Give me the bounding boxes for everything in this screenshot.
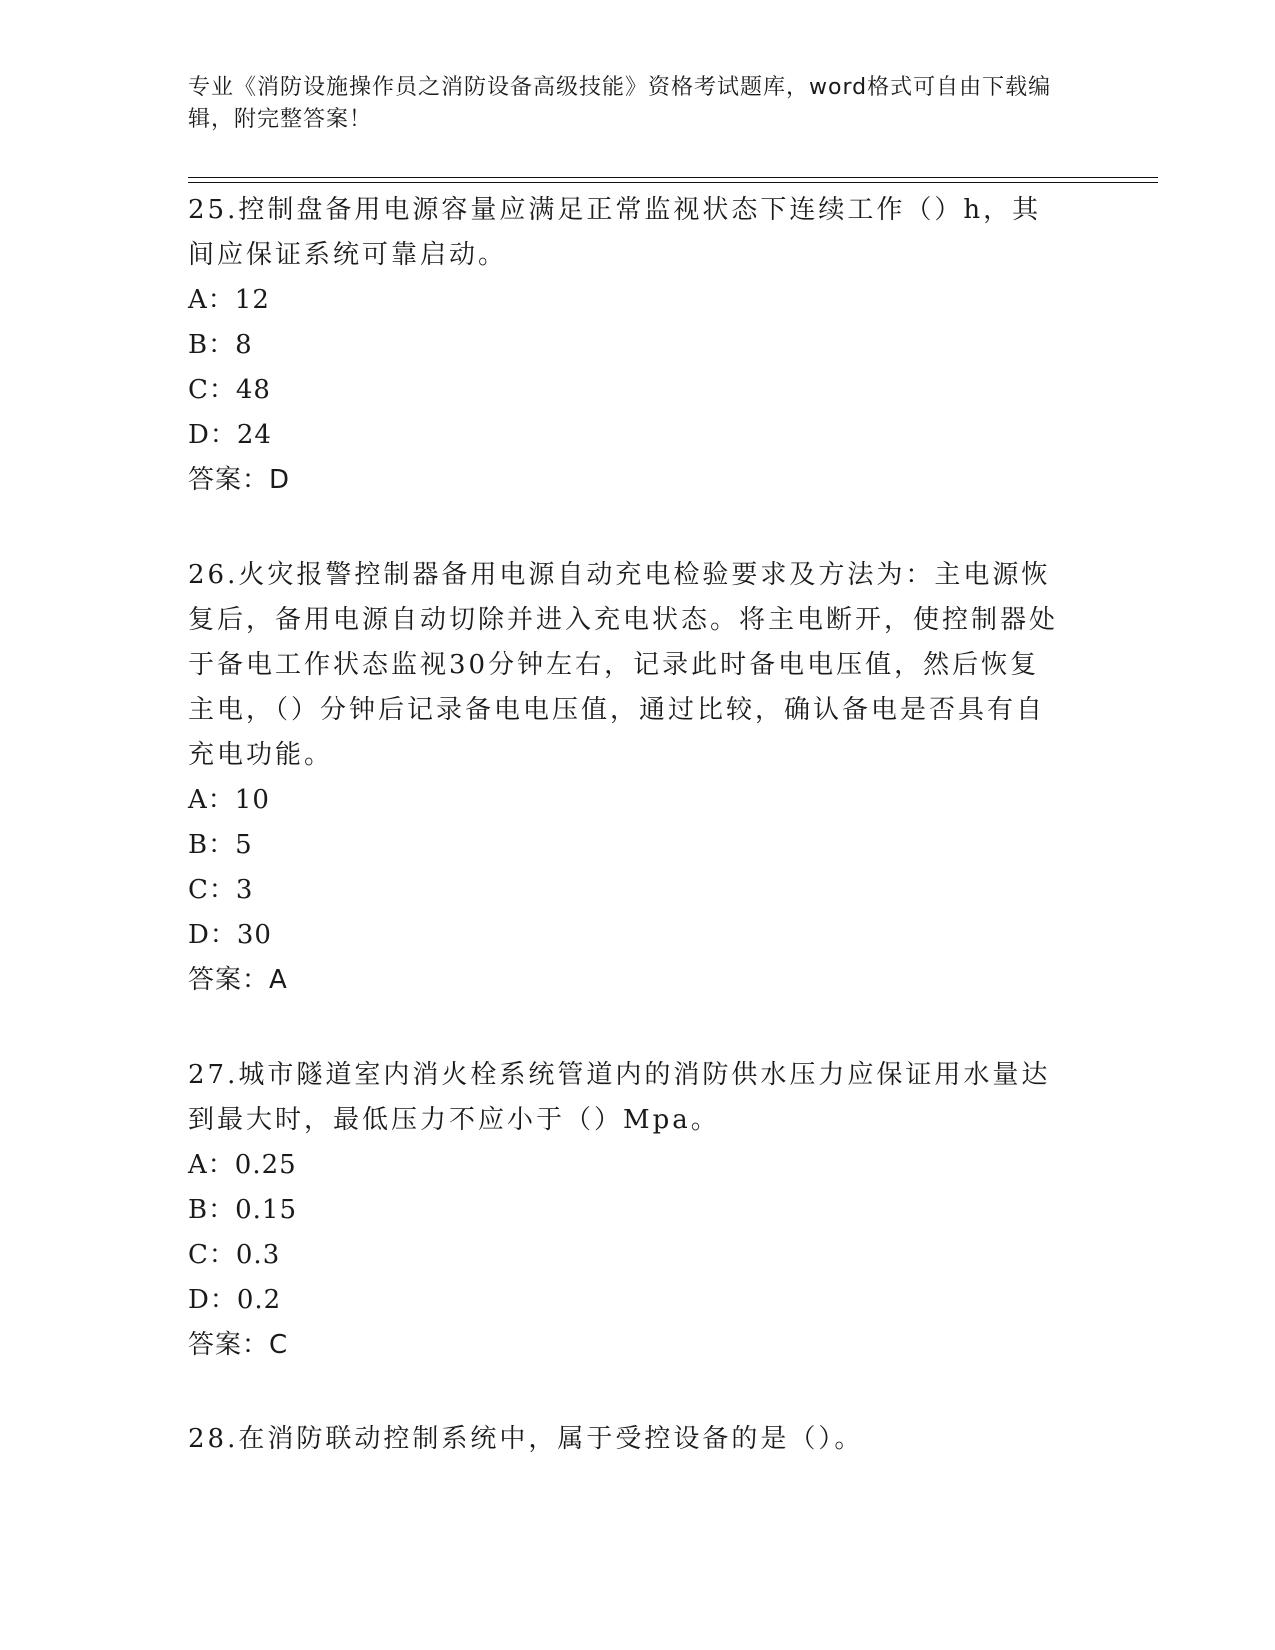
question-stem: 28.在消防联动控制系统中，属于受控设备的是（）。 <box>188 1424 864 1454</box>
option-a: A：10 <box>188 785 270 815</box>
option-b: B：0.15 <box>188 1195 297 1225</box>
answer: 答案：A <box>188 965 288 995</box>
option-d: D：24 <box>188 420 272 450</box>
question-stem: 25.控制盘备用电源容量应满足正常监视状态下连续工作（）h，其间应保证系统可靠启动。 <box>188 195 1042 270</box>
question-27 <box>188 1053 1068 1368</box>
option-c: C：0.3 <box>188 1240 281 1270</box>
option-a: A：12 <box>188 285 270 315</box>
question-25 <box>188 188 1068 503</box>
option-c: C：3 <box>188 875 254 905</box>
header-divider-bottom <box>188 182 1158 183</box>
answer: 答案：D <box>188 465 291 495</box>
question-26 <box>188 553 1068 1003</box>
header-divider-top <box>188 177 1158 178</box>
question-28 <box>188 1417 1068 1462</box>
document-header: 专业《消防设施操作员之消防设备高级技能》资格考试题库，word格式可自由下载编辑，附完整答案！ <box>188 75 1052 132</box>
answer: 答案：C <box>188 1330 289 1360</box>
option-d: D：0.2 <box>188 1285 282 1315</box>
option-a: A：0.25 <box>188 1150 297 1180</box>
option-b: B：8 <box>188 330 253 360</box>
option-c: C：48 <box>188 375 271 405</box>
option-d: D：30 <box>188 920 272 950</box>
question-stem: 26.火灾报警控制器备用电源自动充电检验要求及方法为：主电源恢复后，备用电源自动切除并进入充电状态。将主电断开，使控制器处于备电工作状态监视30分钟左右，记录此时备电电压值，然后恢复主电，（）分钟后记录备电电压值，通过比较，确认备电是否具有自充电功能。 <box>188 560 1059 770</box>
question-stem: 27.城市隧道室内消火栓系统管道内的消防供水压力应保证用水量达到最大时，最低压力不应小于（）Mpa。 <box>188 1060 1051 1135</box>
option-b: B：5 <box>188 830 253 860</box>
